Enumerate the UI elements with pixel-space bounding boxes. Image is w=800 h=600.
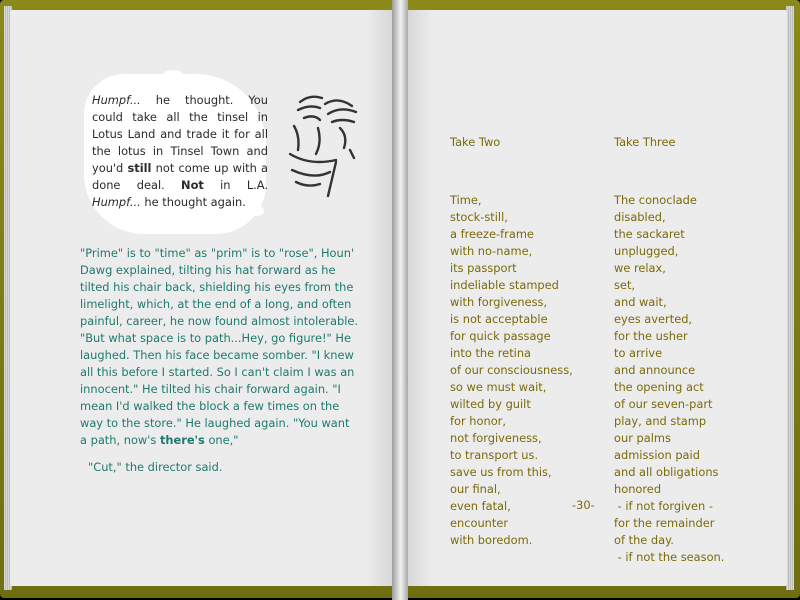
- story-paragraph: [80, 245, 360, 449]
- poem-line: - if not forgiven -: [614, 499, 713, 513]
- thought-text: not come up with a done deal.: [92, 161, 268, 192]
- poem-line: our palms: [614, 431, 671, 445]
- poem-line: admission paid: [614, 448, 700, 462]
- humpf-text: Humpf...: [92, 93, 141, 107]
- book-spine: [392, 0, 408, 600]
- story-text: "Prime" is to "time" as "prim" is to "rose", Houn' Dawg explained, tilting his hat forward as he tilted his chair back, shielding his eyes from the limelight, which, at the end of a long, and often painful, career, he now found almost intolerable. "But what space is to path...Hey, go figure!" He laughed. Then his face became somber. "I knew all this before I started. So I can't claim I was an innocent." He tilted his chair forward again. "I mean I'd walked the block a few times on the way to the store." He laughed again. "You want a path, now's: [80, 246, 358, 447]
- story-prose: [80, 245, 360, 476]
- poem-line: to transport us.: [450, 448, 539, 462]
- poem-line: not forgiveness,: [450, 431, 542, 445]
- poem-line: unplugged,: [614, 244, 679, 258]
- poem-line: we relax,: [614, 261, 666, 275]
- poem-line: and announce: [614, 363, 696, 377]
- thought-text: he thought again.: [140, 195, 246, 209]
- poem-line: for the remainder: [614, 516, 715, 530]
- poem-take-three: [614, 100, 724, 583]
- theres-emphasis: there's: [159, 433, 205, 447]
- poem-lines: [450, 192, 573, 549]
- poem-line: stock-still,: [450, 210, 508, 224]
- poem-line: - if not the season.: [614, 550, 725, 564]
- still-emphasis: still: [127, 161, 152, 175]
- poem-line: even fatal,: [450, 499, 511, 513]
- poem-line: with boredom.: [450, 533, 533, 547]
- poem-line: is not acceptable: [450, 312, 548, 326]
- poem-line: its passport: [450, 261, 517, 275]
- thought-text: in L.A.: [203, 178, 269, 192]
- poem-line: disabled,: [614, 210, 666, 224]
- thought-bubble-text: [92, 92, 268, 211]
- poem-line: and wait,: [614, 295, 667, 309]
- poem-take-two: [450, 100, 573, 566]
- poem-line: of our consciousness,: [450, 363, 573, 377]
- poem-line: to arrive: [614, 346, 663, 360]
- face-sketch-image: [270, 92, 365, 202]
- poem-line: indeliable stamped: [450, 278, 559, 292]
- page-number: -30-: [572, 498, 595, 512]
- poem-line: our final,: [450, 482, 501, 496]
- poem-line: and all obligations: [614, 465, 719, 479]
- poem-line: wilted by guilt: [450, 397, 531, 411]
- thought-cloud-puff: [200, 75, 210, 84]
- poem-line: play, and stamp: [614, 414, 707, 428]
- poem-title: Take Two: [450, 135, 501, 149]
- poem-line: for quick passage: [450, 329, 551, 343]
- poem-line: save us from this,: [450, 465, 552, 479]
- poem-line: the opening act: [614, 380, 704, 394]
- poem-line: with forgiveness,: [450, 295, 548, 309]
- poem-line: Time,: [450, 193, 482, 207]
- poem-line: so we must wait,: [450, 380, 547, 394]
- poem-line: The conoclade: [614, 193, 697, 207]
- poem-line: into the retina: [450, 346, 532, 360]
- poem-line: of our seven-part: [614, 397, 713, 411]
- poem-line: eyes averted,: [614, 312, 693, 326]
- thought-text: he thought. You could take all the tinsel in Lotus Land and trade it for all the lotus in Tinsel Town and you'd: [92, 93, 268, 175]
- poem-line: set,: [614, 278, 636, 292]
- cut-line: "Cut," the director said.: [88, 460, 223, 474]
- not-emphasis: Not: [181, 178, 204, 192]
- poem-line: for honor,: [450, 414, 506, 428]
- page-edges-right: [786, 6, 794, 590]
- poem-line: honored: [614, 482, 662, 496]
- poem-line: encounter: [450, 516, 509, 530]
- humpf-text: Humpf...: [92, 195, 141, 209]
- story-text: one,": [204, 433, 239, 447]
- poem-line: for the usher: [614, 329, 688, 343]
- poem-line: of the day.: [614, 533, 674, 547]
- thought-cloud-puff: [182, 78, 196, 90]
- poem-line: with no-name,: [450, 244, 533, 258]
- poem-lines: [614, 192, 724, 566]
- poem-line: a freeze-frame: [450, 227, 534, 241]
- poem-line: the sackaret: [614, 227, 685, 241]
- poem-title: Take Three: [614, 135, 676, 149]
